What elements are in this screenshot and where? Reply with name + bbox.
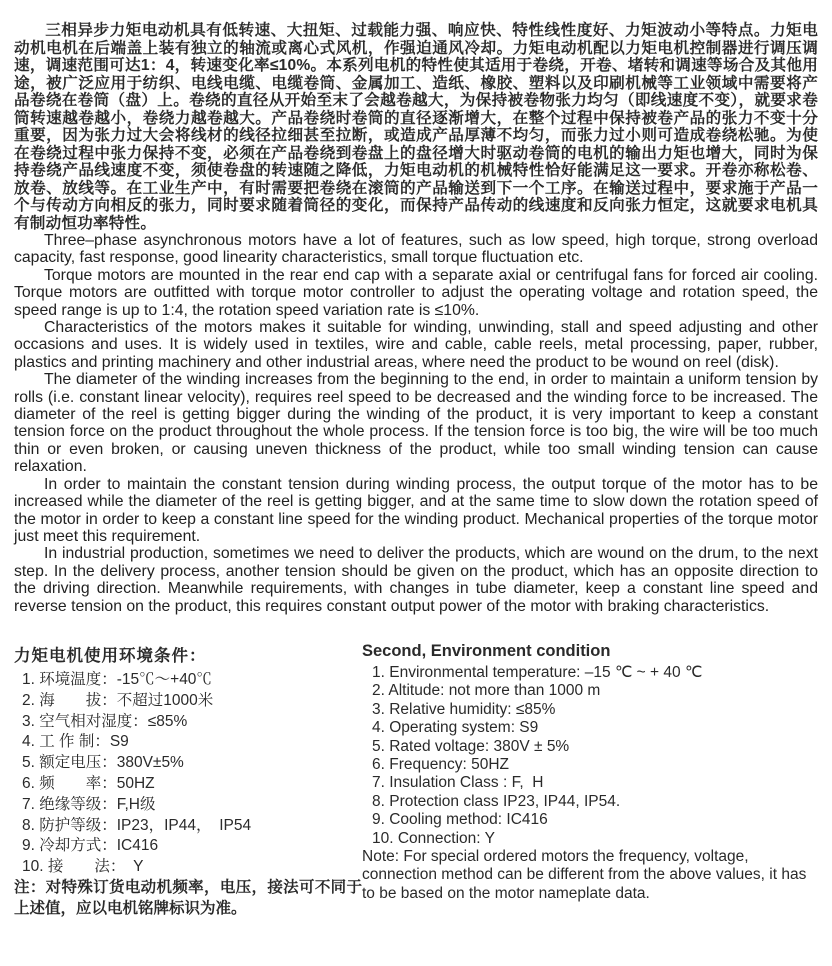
- env-cn-item-cooling: 9. 冷却方式：IC416: [22, 837, 159, 855]
- env-en-item-temperature: 1. Environmental temperature: –15 ℃ ~ + 40 ℃: [372, 663, 703, 681]
- env-en-item-duty: 4. Operating system: S9: [372, 719, 539, 737]
- env-cn-item-duty: 4. 工 作 制：S9: [22, 733, 129, 751]
- env-cn-item-temperature: 1. 环境温度：-15℃～+40℃: [22, 670, 212, 688]
- english-paragraph-industrial-production: In industrial production, sometimes we need to deliver the products, which are wound on the drum, to the next step. In the delivery process, another tension should be given on the product, which has an opposite direction to the driving direction. Meanwhile requirements, with changes in tube diameter, keep a constant line speed and reverse tension on the product, this requires constant output power of the motor with braking characteristics.: [14, 545, 818, 615]
- env-cn-item-connection: 10. 接 法： Y: [22, 858, 144, 876]
- english-paragraph-features: Three–phase asynchronous motors have a lot of features, such as low speed, high torque, strong overload capacity, fast response, good linearity characteristics, small torque fluctuation etc.: [14, 232, 818, 267]
- env-conditions-cn-list: [14, 670, 362, 878]
- env-cn-item-voltage: 5. 额定电压：380V±5%: [22, 754, 184, 772]
- env-cn-item-humidity: 3. 空气相对湿度：≤85%: [22, 712, 188, 730]
- env-cn-item-insulation: 7. 绝缘等级：F,H级: [22, 795, 156, 813]
- env-conditions-en-title: Second, Environment condition: [362, 641, 611, 660]
- env-conditions-cn-note: 注：对特殊订货电动机频率，电压，接法可不同于上述值，应以电机铭牌标识为准。: [14, 878, 362, 917]
- env-en-item-humidity: 3. Relative humidity: ≤85%: [372, 700, 556, 718]
- english-paragraph-cooling: Torque motors are mounted in the rear end cap with a separate axial or centrifugal fans for forced air cooling. Torque motors are outfitted with torque motor controller to adjust the operating voltage and rotation speed, the speed range is up to 1:4, the rotation speed variation rate is ≤10%.: [14, 266, 818, 319]
- env-en-item-insulation: 7. Insulation Class : F, H: [372, 774, 544, 792]
- env-en-item-voltage: 5. Rated voltage: 380V ± 5%: [372, 737, 570, 755]
- env-cn-item-protection: 8. 防护等级：IP23，IP44， IP54: [22, 816, 252, 834]
- chinese-intro-paragraph: 三相异步力矩电动机具有低转速、大扭矩、过载能力强、响应快、特性线性度好、力矩波动小等特点。力矩电动机电机在后端盖上装有独立的轴流或离心式风机，作强迫通风冷却。力矩电动机配以力矩电机控制器进行调压调速，调速范围可达1：4，转速变化率≤10%。本系列电机的特性使其适用于卷绕，开卷、堵转和调速等场合及其他用途，被广泛应用于纺织、电线电缆、电缆卷筒、金属加工、造纸、橡胶、塑料以及印刷机械等工业领域中需要将产品卷绕在卷筒（盘）上。卷绕的直径从开始至末了会越卷越大，为保持被卷物张力均匀（即线速度不变），就要求卷筒转速越卷越小，卷绕力越卷越大。产品卷绕时卷筒的直径逐渐增大，在整个过程中保持被卷产品的张力不变十分重要，因为张力过大会将线材的线径拉细甚至拉断，或造成产品厚薄不均匀，而张力过小则可造成卷绕松驰。为使在卷绕过程中张力保持不变，必须在产品卷绕到卷盘上的盘径增大时驱动卷筒的电机的输出力矩也增大，同时为保持卷绕产品线速度不变，须使卷盘的转速随之降低，力矩电动机的机械特性恰好能满足这一要求。开卷亦称松卷、放卷、放线等。在工业生产中，有时需要把卷绕在滚筒的产品输送到下一个工序。在输送过程中，要求施于产品一个与传动方向相反的张力，同时要求随着筒径的变化，而保持产品传动的线速度和反向张力恒定，这就要求电机具有制动恒功率特性。: [14, 22, 818, 232]
- env-conditions-cn-column: [14, 642, 362, 920]
- env-conditions-en-list: [362, 664, 818, 848]
- env-conditions-en-column: [362, 642, 818, 920]
- env-en-item-cooling: 9. Cooling method: IC416: [372, 811, 548, 829]
- env-cn-item-frequency: 6. 频 率：50HZ: [22, 774, 155, 792]
- env-en-item-connection: 10. Connection: Y: [372, 829, 495, 847]
- english-paragraph-applications: Characteristics of the motors makes it suitable for winding, unwinding, stall and speed adjusting and other occasions and uses. It is widely used in textiles, wire and cable, cable reels, metal processing, paper, rubber, plastics and printing machinery and other industrial areas, where need the product to be wound on reel (disk).: [14, 319, 818, 371]
- env-en-item-altitude: 2. Altitude: not more than 1000 m: [372, 682, 601, 700]
- english-paragraph-winding-diameter: The diameter of the winding increases from the beginning to the end, in order to maintain a uniform tension by rolls (i.e. constant linear velocity), requires reel speed to be decreased and the winding force to be increased. The diameter of the reel is getting bigger during the winding of the product, it is very important to keep a constant tension force on the product throughout the whole process. If the tension force is too big, the wire will be too much thin or even broken, or causing uneven thickness of the product, while too small winding tension can cause relaxation.: [14, 371, 818, 476]
- environment-conditions-section: [14, 642, 818, 920]
- env-en-item-protection: 8. Protection class IP23, IP44, IP54.: [372, 792, 621, 810]
- env-conditions-cn-title: 力矩电机使用环境条件：: [14, 646, 207, 665]
- english-paragraph-constant-tension: In order to maintain the constant tension during winding process, the output torque of the motor has to be increased while the diameter of the reel is getting bigger, and at the same time to slow down the rotation speed of the motor in order to keep a constant line speed for the winding product. Mechanical properties of the torque motor just meet this requirement.: [14, 475, 818, 545]
- env-conditions-en-note: Note: For special ordered motors the frequency, voltage, connection method can be different from the above values, it has to be based on the motor nameplate data.: [362, 848, 807, 902]
- env-en-item-frequency: 6. Frequency: 50HZ: [372, 755, 509, 773]
- env-cn-item-altitude: 2. 海 拔：不超过1000米: [22, 691, 214, 709]
